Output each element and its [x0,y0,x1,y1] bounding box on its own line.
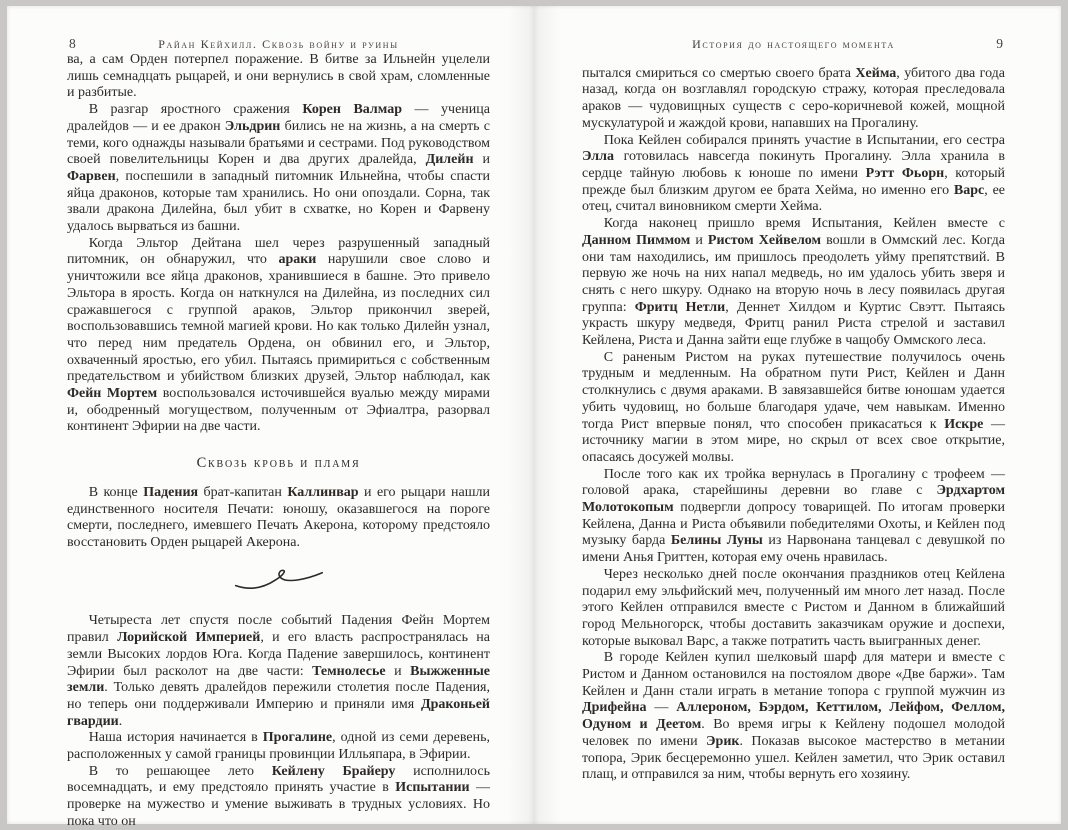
running-head-left: Райан Кейхилл. Сквозь войну и руины [158,37,399,51]
running-head-right: История до настоящего момента [692,37,895,51]
page-left [7,6,534,829]
paragraph: Через несколько дней после окончания праздников отец Кейлена подарил ему эльфийский меч, полученный им много лет назад. После этого Кейлен отправился вместе с Ристом и Данном в ближайший город Мельногорск, чтобы доставить заказчикам оружие и доспехи, которые выковал Варс, а также потратить часть выигранных денег. [582,566,1005,649]
paragraph: Когда Эльтор Дейтана шел через разрушенный западный питомник, он обнаружил, что араки нарушили свое слово и уничтожили все яйца драконов, хранившиеся в башне. Это привело Эльтора в ярость. Когда он наткнулся на Дилейна, из последних сил сражавшегося с группой араков, Эльтор прикончил зверей, воспользовавшись темной магией крови. Но как только Дилейн узнал, что перед ним предатель Ордена, он обвинил его, и Эльтор, охваченный яростью, его убил. Пытаясь примириться с собственным предательством и убийством близких друзей, Эльтор наблюдал, как Фейн Мортем воспользовался источившейся вуалью между мирами и, ободренный могуществом, полученным от Эфиалтра, разорвал континент Эфирии на две части. [67,235,491,435]
flourish-icon [233,567,325,595]
paragraph: ва, а сам Орден потерпел поражение. В битве за Ильнейн уцелели лишь семнадцать рыцарей, и они вернулись в свой храм, сломленные и разбитые. [67,52,490,101]
page-text-left [67,52,490,830]
paragraph: Пока Кейлен собирался принять участие в Испытании, его сестра Элла готовилась навсегда покинуть Прогалину. Элла хранила в сердце тайную любовь к юноше по имени Рэтт Фьорн, который прежде был близким другом ее брата Хейма, но именно его Варс, ее отец, считал виновником смерти Хейма. [582,132,1006,215]
paragraph: пытался смириться со смертью своего брата Хейма, убитого два года назад, когда он возглавлял городскую стражу, которая преследовала араков — чудовищных существ с серо-коричневой кожей, мощной мускулатурой и жаждой крови, напавших на Прогалину. [582,65,1005,131]
paragraph: В городе Кейлен купил шелковый шарф для матери и вместе с Ристом и Данном остановился на постоялом дворе «Две баржи». Там Кейлен и Данн стали играть в метание топора с группой мужчин из Дрифейна — Аллероном, Бэрдом, Кеттилом, Лейфом, Феллом, Одуном и Деетом. Во время игры к Кейлену подошел молодой человек по имени Эрик. Показав высокое мастерство в метании топора, Эрик бесцеремонно ушел. Кейлен заметил, что Эрик оставил плащ, и отправился за ним, чтобы вернуть его хозяину. [582,650,1006,783]
page-header-right [582,36,1005,50]
paragraph: Четыреста лет спустя после событий Падения Фейн Мортем правил Лорийской Империей, и его власть распространялась на земли Высоких лордов Юга. Когда Падение завершилось, континент Эфирии был расколот на две части: Темнолесье и Выжженные земли. Только девять дралейдов пережили столетия после Падения, но теперь они поддерживали Империю и приняли имя Драконьей гвардии. [67,613,490,729]
page-number-right: 9 [996,36,1003,51]
paragraph: После того как их тройка вернулась в Прогалину с трофеем — головой арака, старейшины деревни во главе с Эрдхартом Молотокопым подвергли допросу товарищей. По итогам проверки Кейлена, Данна и Риста объявили победителями Охоты, и Кейлен под музыку барда Белины Луны из Нарвонана танцевал с девушкой по имени Анья Гриттен, которая ему очень нравилась. [582,466,1006,566]
paragraph: В разгар яростного сражения Корен Валмар — ученица дралейдов — и ее дракон Эльдрин бились не на жизнь, а на смерть с теми, кого однажды называли братьями и сестрами. Под руководством своей повелительницы Корен и два других дралейда, Дилейн и Фарвен, поспешили в западный питомник Ильнейна, чтобы спасти яйца драконов, которые там хранились. Но они опоздали. Сорна, так звали дракона Дилейна, был убит в схватке, но Корен и Фарвену удалось вырваться из башни. [67,102,490,235]
paragraph: В конце Падения брат-капитан Каллинвар и его рыцари нашли единственного носителя Печати: юношу, оказавшегося на пороге смерти, последнего, имевшего Печать Акерона, которому предстояло восстановить Орден рыцарей Акерона. [67,484,490,550]
page-right [534,6,1061,824]
paragraph: Когда наконец пришло время Испытания, Кейлен вместе с Данном Пиммом и Ристом Хейвелом вошли в Оммский лес. Когда они там находились, им пришлось преодолеть уйму препятствий. В первую же ночь на них напал медведь, но им удалось убить зверя и снять с него шкуру. Однако на вторую ночь в лесу появилась другая группа: Фритц Нетли, Деннет Хилдом и Куртис Свэтт. Пытаясь украсть шкуру медведя, Фритц ранил Риста стрелой и заставил Кейлена, Риста и Данна зайти еще глубже в чащобу Оммского леса. [582,216,1006,349]
page-text-right [582,66,1005,784]
page-number-left: 8 [69,36,76,51]
paragraph: В то решающее лето Кейлену Брайеру исполнилось восемнадцать, и ему предстояло принять участие в Испытании — проверке на мужество и умение выживать в трудных условиях. Но пока что он [67,763,491,829]
paragraph: С раненым Ристом на руках путешествие получилось очень трудным и медленным. На обратном пути Рист, Кейлен и Данн столкнулись с двумя араками. В завязавшейся битве юношам удается убить чудовищ, но больше благодаря удаче, чем навыкам. Именно тогда Рист впервые понял, что способен прикасаться к Искре — источнику магии в этом мире, но скрыл от всех свое открытие, опасаясь досужей молвы. [582,349,1005,465]
section-heading: Сквозь кровь и пламя [196,455,361,472]
flourish-ornament [67,567,490,601]
paragraph: Наша история начинается в Прогалине, одной из семи деревень, расположенных у самой границы провинции Илльяпара, в Эфирии. [67,730,490,763]
book-spread [7,6,1061,829]
